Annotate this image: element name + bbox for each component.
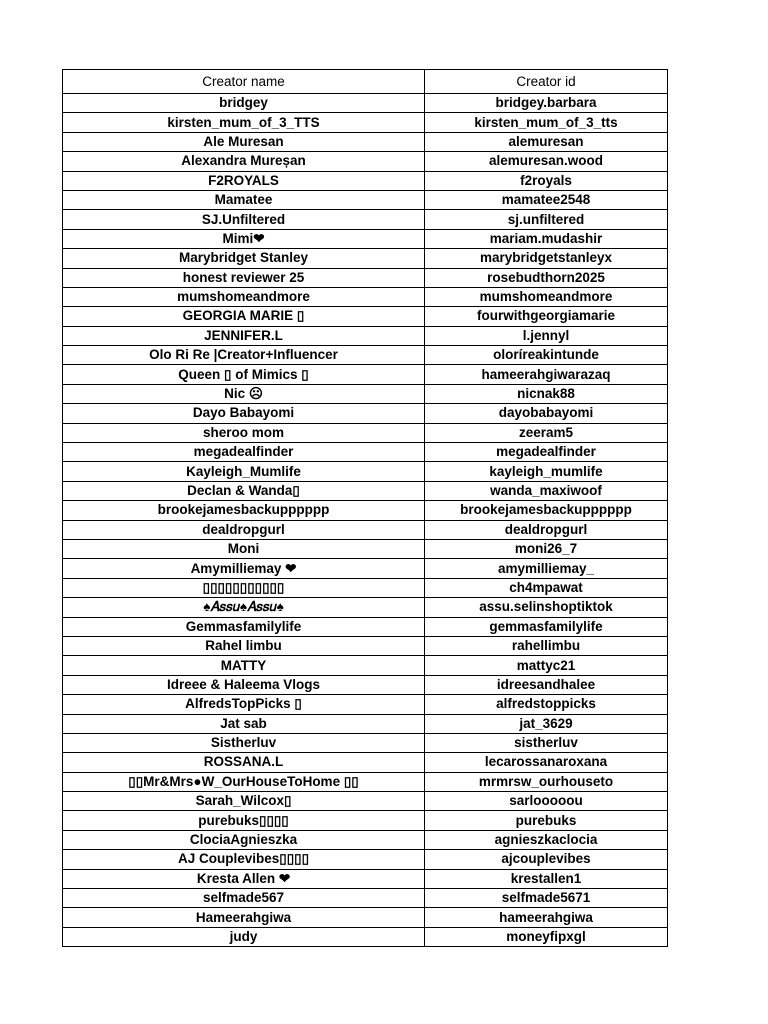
table-row [63, 753, 668, 772]
creator-id-cell: f2royals [425, 171, 668, 190]
creator-id-cell: hameerahgiwa [425, 908, 668, 927]
table-row [63, 889, 668, 908]
creator-id-cell: wanda_maxiwoof [425, 481, 668, 500]
creator-name-cell: Hameerahgiwa [63, 908, 425, 927]
table-row [63, 307, 668, 326]
creator-name-cell: megadealfinder [63, 443, 425, 462]
table-row [63, 850, 668, 869]
table-header-row [63, 70, 668, 94]
creator-name-cell: Marybridget Stanley [63, 249, 425, 268]
table-row [63, 481, 668, 500]
creator-id-cell: megadealfinder [425, 443, 668, 462]
table-row [63, 249, 668, 268]
creator-id-cell: mrmrsw_ourhouseto [425, 772, 668, 791]
creator-id-cell: idreesandhalee [425, 675, 668, 694]
creator-id-cell: sj.unfiltered [425, 210, 668, 229]
table-row [63, 792, 668, 811]
creator-name-cell: SJ.Unfiltered [63, 210, 425, 229]
creator-id-cell: jat_3629 [425, 714, 668, 733]
creator-name-cell: bridgey [63, 94, 425, 113]
creator-id-cell: alemuresan.wood [425, 152, 668, 171]
creator-name-cell: Jat sab [63, 714, 425, 733]
table-row [63, 94, 668, 113]
column-header-creator-name: Creator name [63, 70, 425, 94]
table-row [63, 695, 668, 714]
creator-name-cell: ROSSANA.L [63, 753, 425, 772]
creator-name-cell: Declan & Wanda▯ [63, 481, 425, 500]
creator-name-cell: Rahel limbu [63, 636, 425, 655]
creator-name-cell: dealdropgurl [63, 520, 425, 539]
table-row [63, 268, 668, 287]
creator-id-cell: l.jennyl [425, 326, 668, 345]
creator-id-cell: brookejamesbackupppppp [425, 501, 668, 520]
table-row [63, 598, 668, 617]
table-row [63, 423, 668, 442]
creator-id-cell: dayobabayomi [425, 404, 668, 423]
table-row [63, 210, 668, 229]
table-row [63, 733, 668, 752]
table-row [63, 908, 668, 927]
table-row [63, 229, 668, 248]
creator-id-cell: ajcouplevibes [425, 850, 668, 869]
table-row [63, 326, 668, 345]
table-row [63, 830, 668, 849]
creator-id-cell: mariam.mudashir [425, 229, 668, 248]
creator-name-cell: AlfredsTopPicks ▯ [63, 695, 425, 714]
creator-id-cell: marybridgetstanleyx [425, 249, 668, 268]
creator-id-cell: assu.selinshoptiktok [425, 598, 668, 617]
table-row [63, 113, 668, 132]
creator-name-cell: mumshomeandmore [63, 287, 425, 306]
table-row [63, 520, 668, 539]
creator-name-cell: purebuks▯▯▯▯ [63, 811, 425, 830]
creator-name-cell: MATTY [63, 656, 425, 675]
creator-id-cell: mamatee2548 [425, 190, 668, 209]
creator-name-cell: ▯▯Mr&Mrs●W_OurHouseToHome ▯▯ [63, 772, 425, 791]
table-row [63, 346, 668, 365]
table-row [63, 384, 668, 403]
creator-id-cell: rahellimbu [425, 636, 668, 655]
creator-name-cell: Gemmasfamilylife [63, 617, 425, 636]
creator-id-cell: sarlooooou [425, 792, 668, 811]
creator-id-cell: fourwithgeorgiamarie [425, 307, 668, 326]
creator-name-cell: Mamatee [63, 190, 425, 209]
table-row [63, 443, 668, 462]
creator-id-cell: hameerahgiwarazaq [425, 365, 668, 384]
table-row [63, 287, 668, 306]
creator-id-cell: gemmasfamilylife [425, 617, 668, 636]
creator-name-cell: AJ Couplevibes▯▯▯▯ [63, 850, 425, 869]
creator-name-cell: Alexandra Mureșan [63, 152, 425, 171]
table-row [63, 171, 668, 190]
creator-name-cell: Kayleigh_Mumlife [63, 462, 425, 481]
creator-id-cell: ch4mpawat [425, 578, 668, 597]
table-row [63, 190, 668, 209]
creator-id-cell: nicnak88 [425, 384, 668, 403]
table-row [63, 501, 668, 520]
creator-id-cell: kirsten_mum_of_3_tts [425, 113, 668, 132]
creator-id-cell: krestallen1 [425, 869, 668, 888]
creator-id-cell: zeeram5 [425, 423, 668, 442]
creator-id-cell: bridgey.barbara [425, 94, 668, 113]
creator-name-cell: ▯▯▯▯▯▯▯▯▯▯▯ [63, 578, 425, 597]
table-row [63, 365, 668, 384]
creator-name-cell: Sarah_Wilcox▯ [63, 792, 425, 811]
table-row [63, 404, 668, 423]
creator-id-cell: purebuks [425, 811, 668, 830]
creator-id-cell: rosebudthorn2025 [425, 268, 668, 287]
table-row [63, 539, 668, 558]
table-row [63, 927, 668, 946]
creator-id-cell: mattyc21 [425, 656, 668, 675]
creator-name-cell: honest reviewer 25 [63, 268, 425, 287]
creator-id-cell: alemuresan [425, 132, 668, 151]
table-row [63, 675, 668, 694]
creator-table [62, 69, 668, 947]
table-row [63, 152, 668, 171]
table-row [63, 811, 668, 830]
table-row [63, 869, 668, 888]
creator-name-cell: Nic ☹ [63, 384, 425, 403]
table-row [63, 714, 668, 733]
table-row [63, 617, 668, 636]
creator-name-cell: kirsten_mum_of_3_TTS [63, 113, 425, 132]
creator-name-cell: judy [63, 927, 425, 946]
creator-name-cell: Kresta Allen ❤ [63, 869, 425, 888]
creator-name-cell: Sistherluv [63, 733, 425, 752]
creator-name-cell: ClociaAgnieszka [63, 830, 425, 849]
creator-name-cell: JENNIFER.L [63, 326, 425, 345]
creator-name-cell: Queen ▯ of Mimics ▯ [63, 365, 425, 384]
table-row [63, 462, 668, 481]
table-row [63, 559, 668, 578]
creator-name-cell: Moni [63, 539, 425, 558]
creator-table-body [63, 94, 668, 947]
table-row [63, 772, 668, 791]
creator-name-cell: Olo Ri Re |Creator+Influencer [63, 346, 425, 365]
creator-id-cell: moneyfipxgl [425, 927, 668, 946]
creator-id-cell: oloríreakintunde [425, 346, 668, 365]
creator-id-cell: alfredstoppicks [425, 695, 668, 714]
creator-id-cell: sistherluv [425, 733, 668, 752]
column-header-creator-id: Creator id [425, 70, 668, 94]
creator-name-cell: Amymilliemay ❤ [63, 559, 425, 578]
creator-name-cell: Ale Muresan [63, 132, 425, 151]
creator-id-cell: agnieszkaclocia [425, 830, 668, 849]
creator-name-cell: Mimi❤ [63, 229, 425, 248]
creator-id-cell: lecarossanaroxana [425, 753, 668, 772]
table-row [63, 636, 668, 655]
table-row [63, 578, 668, 597]
creator-id-cell: mumshomeandmore [425, 287, 668, 306]
creator-name-cell: sheroo mom [63, 423, 425, 442]
creator-id-cell: selfmade5671 [425, 889, 668, 908]
table-row [63, 656, 668, 675]
creator-id-cell: dealdropgurl [425, 520, 668, 539]
creator-name-cell: brookejamesbackupppppp [63, 501, 425, 520]
creator-name-cell: F2ROYALS [63, 171, 425, 190]
creator-name-cell: GEORGIA MARIE ▯ [63, 307, 425, 326]
creator-name-cell: selfmade567 [63, 889, 425, 908]
creator-id-cell: moni26_7 [425, 539, 668, 558]
creator-name-cell: ♠𝐴𝑠𝑠𝑢♠𝐴𝑠𝑠𝑢♠ [63, 598, 425, 617]
creator-id-cell: kayleigh_mumlife [425, 462, 668, 481]
table-row [63, 132, 668, 151]
creator-id-cell: amymilliemay_ [425, 559, 668, 578]
creator-name-cell: Idreee & Haleema Vlogs [63, 675, 425, 694]
creator-name-cell: Dayo Babayomi [63, 404, 425, 423]
